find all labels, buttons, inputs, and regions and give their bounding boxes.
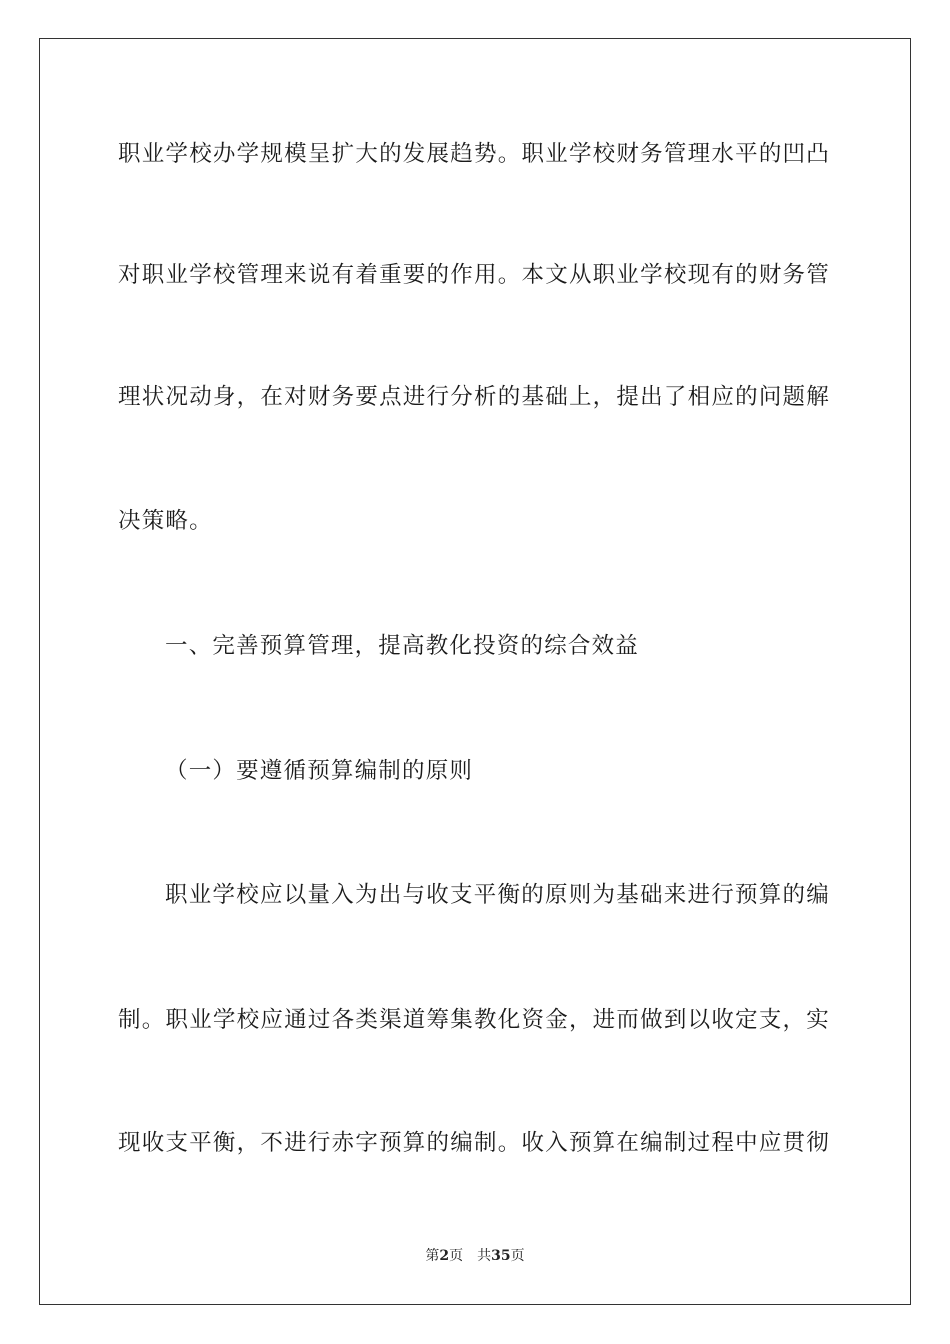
body-text-line-1: 职业学校办学规模呈扩大的发展趋势。职业学校财务管理水平的凹凸 xyxy=(118,141,830,167)
page-footer xyxy=(0,1246,950,1266)
body-text-line-5: 职业学校应以量入为出与收支平衡的原则为基础来进行预算的编 xyxy=(165,882,830,908)
footer-total-suffix: 页 xyxy=(510,1248,525,1264)
subsection-heading: （一）要遵循预算编制的原则 xyxy=(165,758,474,784)
body-text-line-4: 决策略。 xyxy=(118,508,213,534)
body-text-line-3: 理状况动身，在对财务要点进行分析的基础上，提出了相应的问题解 xyxy=(118,384,830,410)
footer-page-prefix: 第 xyxy=(425,1248,440,1264)
footer-total-prefix: 共 xyxy=(477,1248,492,1264)
footer-page-number: 2 xyxy=(439,1248,450,1264)
section-heading: 一、完善预算管理，提高教化投资的综合效益 xyxy=(165,633,640,659)
page-border xyxy=(39,38,911,1305)
body-text-line-6: 制。职业学校应通过各类渠道筹集教化资金，进而做到以收定支，实 xyxy=(118,1007,830,1033)
body-text-line-7: 现收支平衡，不进行赤字预算的编制。收入预算在编制过程中应贯彻 xyxy=(118,1130,830,1156)
footer-total-pages: 35 xyxy=(491,1248,511,1264)
body-text-line-2: 对职业学校管理来说有着重要的作用。本文从职业学校现有的财务管 xyxy=(118,262,830,288)
footer-page-suffix: 页 xyxy=(449,1248,464,1264)
